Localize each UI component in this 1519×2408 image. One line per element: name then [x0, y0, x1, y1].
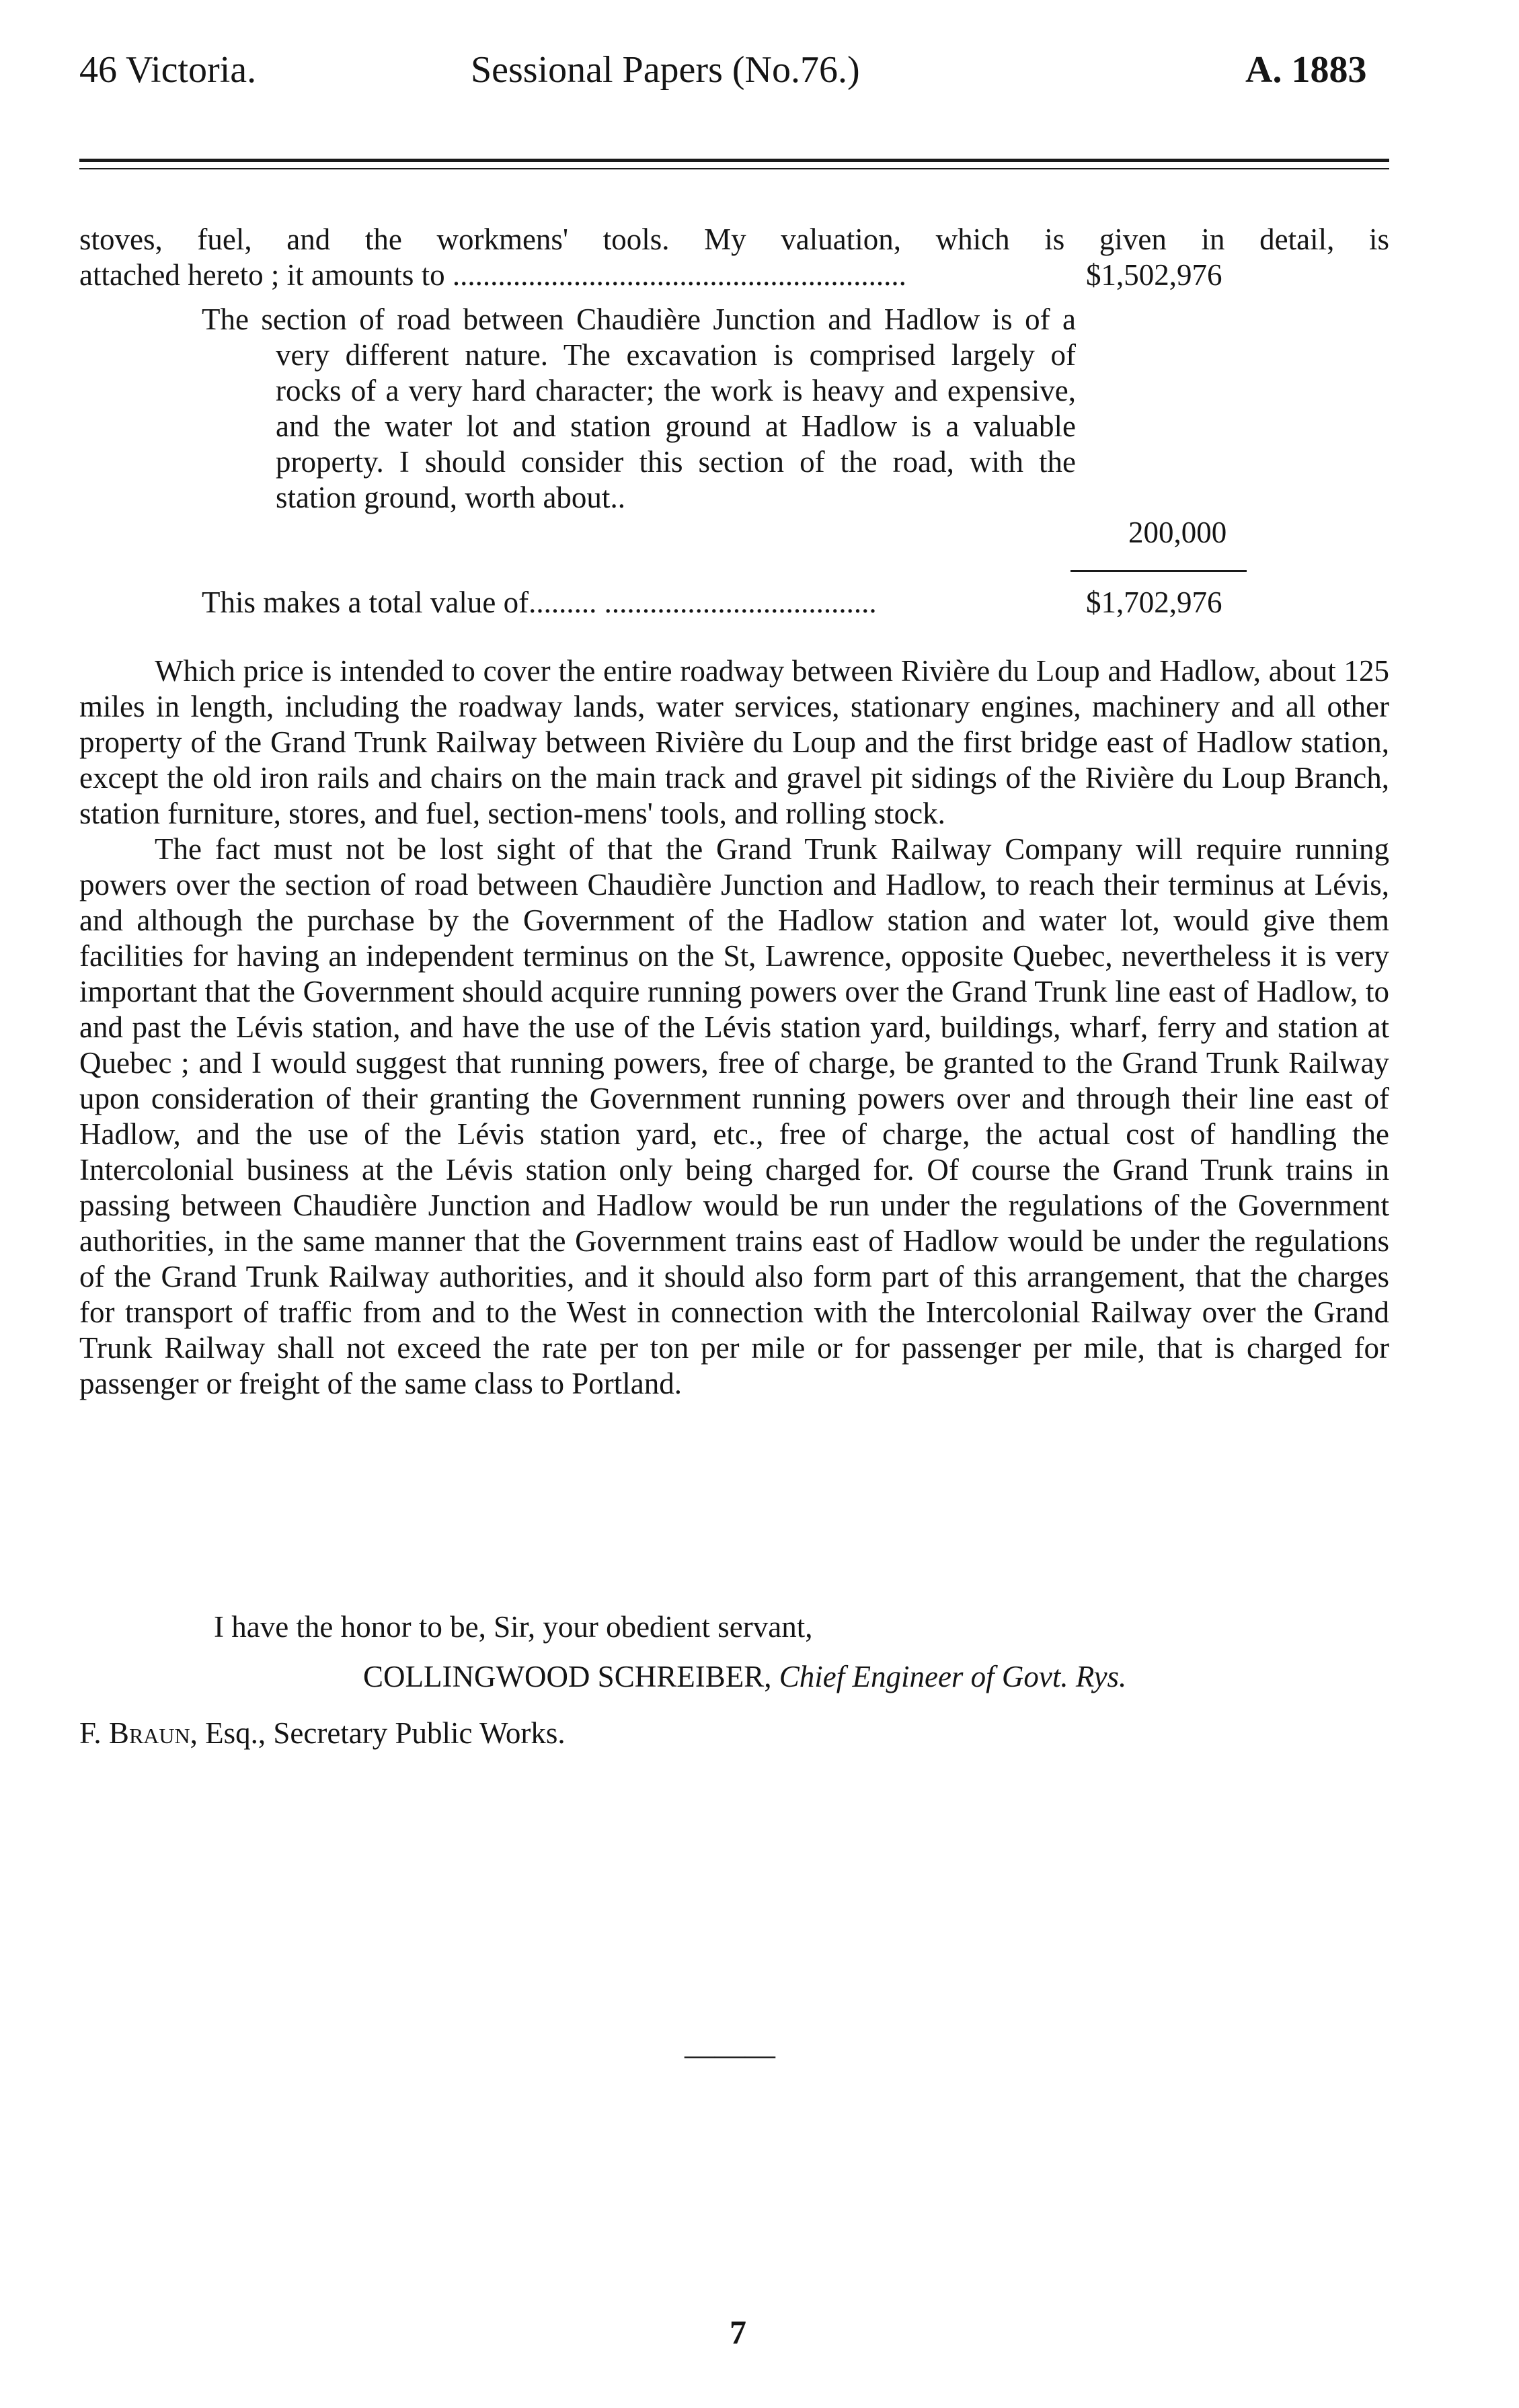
- header-right: A. 1883: [1245, 49, 1367, 91]
- header-rule-thick: [79, 159, 1389, 162]
- page-number: 7: [730, 2313, 746, 2351]
- addressee: [79, 1716, 566, 1751]
- header-title: Sessional Papers (No.76.): [471, 49, 860, 91]
- total-line: This makes a total value of......... ....................................: [202, 586, 877, 619]
- section-paragraph: The section of road between Chaudière Junction and Hadlow is of a very different nature. The excavation is comprised largely of rocks of a very hard character; the work is heavy and expensive, and the water lot and station ground at Hadlow is a valuable property. I should consider this section of the road, with the station ground, worth about..: [202, 303, 1076, 514]
- section-separator: ———: [685, 2038, 775, 2071]
- salutation: I have the honor to be, Sir, your obedient servant,: [214, 1610, 813, 1644]
- signer-title: Chief Engineer of Govt. Rys.: [779, 1660, 1127, 1693]
- sum-rule: [1070, 570, 1247, 572]
- valuation-amount-2: 200,000: [1128, 516, 1227, 549]
- valuation-amount-1: $1,502,976: [1086, 258, 1222, 292]
- valuation-intro-line1: stoves, fuel, and the workmens' tools. My valuation, which is given in detail, is: [79, 223, 1389, 256]
- addressee-rest: Esq., Secretary Public Works.: [197, 1716, 566, 1750]
- header-rule-thin: [79, 168, 1389, 169]
- paragraph-1: Which price is intended to cover the entire roadway between Rivière du Loup and Hadlow, about 125 miles in length, including the roadway lands, water services, stationary engines, machinery and all other property of the Grand Trunk Railway between Rivière du Loup and the first bridge east of Hadlow station, except the old iron rails and chairs on the main track and gravel pit sidings of the Rivière du Loup Branch, station furniture, stores, and fuel, section-mens' tools, and rolling stock.: [79, 654, 1389, 830]
- signature: [363, 1659, 1126, 1694]
- header-left: 46 Victoria.: [79, 49, 257, 91]
- addressee-name: F. Braun,: [79, 1716, 198, 1750]
- signer-name: COLLINGWOOD SCHREIBER,: [363, 1660, 772, 1693]
- paragraph-2: The fact must not be lost sight of that the Grand Trunk Railway Company will require running powers over the section of road between Chaudière Junction and Hadlow, to reach their terminus at Lévis, and although the purchase by the Government of the Hadlow station and water lot, would give them facilities for having an independent terminus on the St, Lawrence, opposite Quebec, nevertheless it is very important that the Government should acquire running powers over the Grand Trunk line east of Hadlow, to and past the Lévis station, and have the use of the Lévis station yard, buildings, wharf, ferry and station at Quebec ; and I would suggest that running powers, free of charge, be granted to the Grand Trunk Railway upon consideration of their granting the Government running powers over and through their line east of Hadlow, and the use of the Lévis station yard, etc., free of charge, the actual cost of handling the Intercolonial business at the Lévis station only being charged for. Of course the Grand Trunk trains in passing between Chaudière Junction and Hadlow would be run under the regulations of the Government authorities, in the same manner that the Government trains east of Hadlow would be under the regulations of the Grand Trunk Railway authorities, and it should also form part of this arrangement, that the charges for transport of traffic from and to the West in connection with the Intercolonial Railway over the Grand Trunk Railway shall not exceed the rate per ton per mile or for passenger per mile, that is charged for passenger or freight of the same class to Portland.: [79, 832, 1389, 1400]
- body-text: [79, 653, 1389, 1402]
- valuation-intro-line2: attached hereto ; it amounts to ............................................................: [79, 258, 906, 292]
- total-amount: $1,702,976: [1086, 586, 1222, 619]
